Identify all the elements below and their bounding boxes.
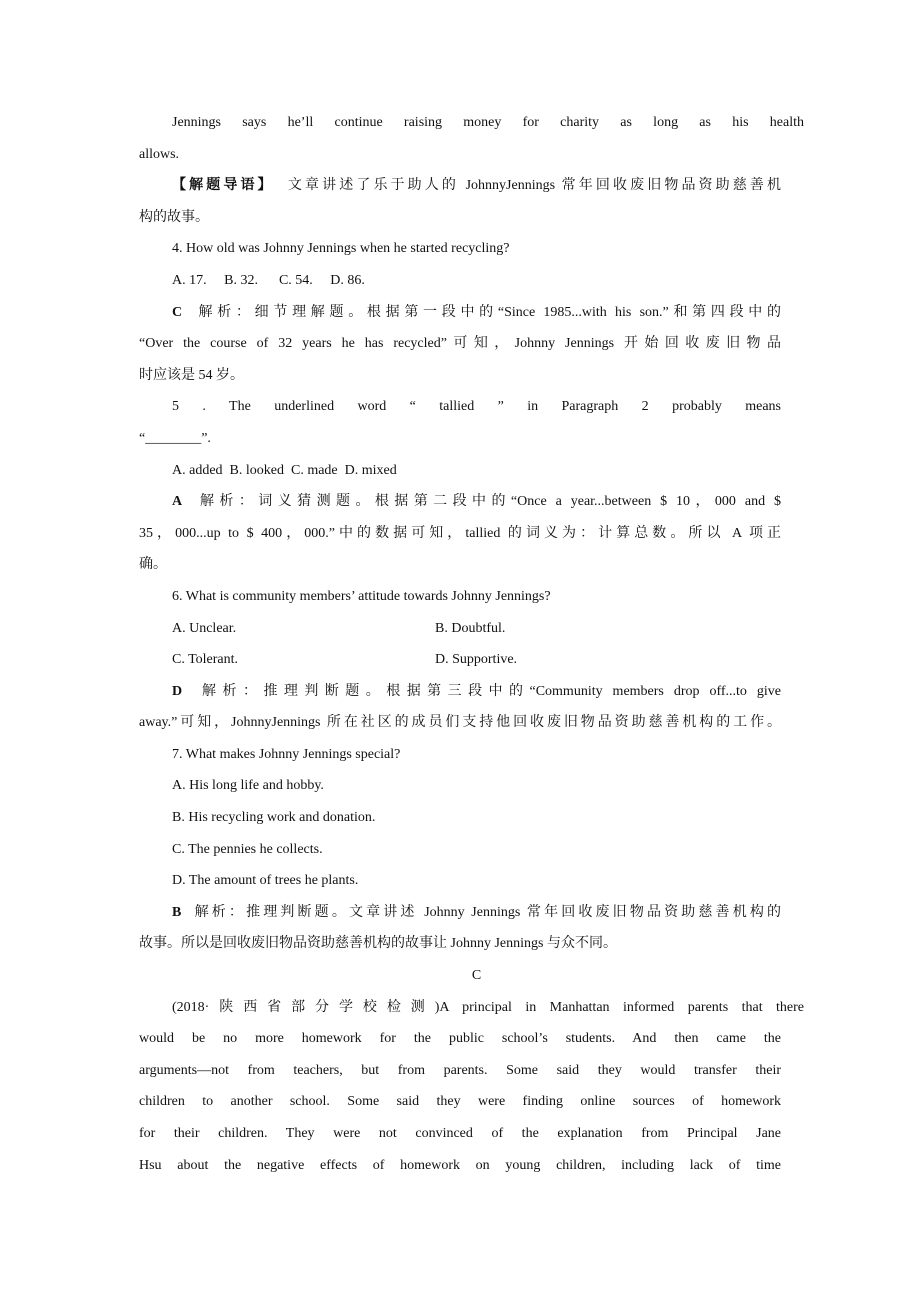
line-text: D. The amount of trees he plants. — [172, 873, 359, 889]
line-text: 构的故事。 — [139, 209, 209, 225]
text-line — [172, 238, 781, 260]
text-line — [172, 839, 781, 861]
text-line — [172, 586, 781, 608]
option-column-2: D. Supportive. — [435, 652, 518, 668]
text-line — [139, 712, 781, 734]
line-text: “Over the course of 32 years he has recycled”可知，Johnny Jennings 开始回收废旧物品 — [139, 336, 781, 352]
line-text: 6. What is community members’ attitude towards Johnny Jennings? — [172, 588, 551, 604]
line-text: for their children. They were not convinced of the explanation from Principal Jane — [139, 1126, 781, 1141]
text-line — [172, 112, 804, 134]
text-line — [172, 775, 781, 797]
line-text: C — [471, 968, 482, 984]
option-column-1 — [172, 649, 435, 671]
line-text: would be no more homework for the public school’s students. And then came the — [139, 1031, 781, 1047]
text-line — [172, 396, 781, 418]
text-line — [172, 491, 781, 513]
answer-label: 【解题导语】 — [172, 178, 275, 194]
text-line — [139, 333, 781, 355]
line-text: 解析：推理判断题。文章讲述 Johnny Jennings 常年回收废旧物品资助慈善机构的 — [181, 904, 781, 920]
line-text: Hsu about the negative effects of homework on young children, including lack of time — [139, 1157, 781, 1173]
line-text: children to another school. Some said they were finding online sources of homework — [139, 1094, 781, 1110]
line-text: C. The pennies he collects. — [172, 841, 323, 857]
line-text: 故事。所以是回收废旧物品资助慈善机构的故事让 Johnny Jennings 与众不同。 — [139, 936, 617, 952]
text-line — [139, 1123, 781, 1145]
text-line — [139, 1091, 781, 1113]
line-text: A. added B. looked C. made D. mixed — [172, 462, 397, 478]
option-column-1 — [172, 618, 435, 640]
text-line — [139, 1060, 781, 1082]
answer-label: D — [172, 683, 183, 699]
text-line — [139, 523, 781, 545]
line-text: A. Unclear. — [172, 620, 237, 636]
text-line — [139, 1028, 781, 1050]
line-text: 解析：推理判断题。根据第三段中的“Community members drop off...to give — [182, 683, 781, 699]
line-text: allows. — [139, 146, 180, 162]
text-line — [172, 870, 781, 892]
line-text: away.”可知，JohnnyJennings 所在社区的成员们支持他回收废旧物品资助慈善机构的工作。 — [139, 715, 781, 731]
text-line — [139, 428, 781, 450]
line-text: 4. How old was Johnny Jennings when he started recycling? — [172, 241, 510, 257]
line-text: C. Tolerant. — [172, 652, 239, 668]
answer-label: B — [172, 904, 182, 920]
answer-label: C — [172, 304, 183, 320]
line-text: B. His recycling work and donation. — [172, 810, 376, 826]
option-column-2: B. Doubtful. — [435, 620, 506, 636]
line-text: A. His long life and hobby. — [172, 778, 324, 794]
text-line — [172, 270, 781, 292]
text-line — [172, 460, 781, 482]
line-text: “________”. — [139, 430, 211, 446]
text-line — [172, 302, 781, 324]
line-text: 文章讲述了乐于助人的 JohnnyJennings 常年回收废旧物品资助慈善机 — [274, 178, 782, 194]
text-line — [172, 902, 781, 924]
text-line — [172, 175, 781, 197]
text-line — [172, 744, 781, 766]
text-line — [172, 649, 781, 671]
text-line — [172, 681, 781, 703]
text-line — [139, 554, 781, 576]
line-text: (2018·陕西省部分学校检测)A principal in Manhattan informed parents that there — [172, 999, 804, 1015]
line-text: A. 17. B. 32. C. 54. D. 86. — [172, 272, 365, 288]
text-line — [139, 144, 781, 166]
text-line — [172, 618, 781, 640]
text-line — [172, 807, 781, 829]
line-text: 7. What makes Johnny Jennings special? — [172, 746, 401, 762]
text-line — [139, 1155, 781, 1177]
text-line — [139, 207, 781, 229]
answer-label: A — [172, 494, 183, 510]
text-line — [172, 997, 804, 1019]
text-line — [139, 365, 781, 387]
line-text: 解析：词义猜测题。根据第二段中的“Once a year...between $ 10，000 and $ — [182, 494, 781, 510]
line-text: 35，000...up to $ 400，000.”中的数据可知，tallied 的词义为：计算总数。所以 A 项正 — [139, 525, 781, 541]
text-line — [139, 933, 781, 955]
line-text: arguments—not from teachers, but from parents. Some said they would transfer their — [139, 1062, 781, 1078]
section-heading — [139, 965, 814, 987]
line-text: 确。 — [139, 557, 167, 573]
line-text: 时应该是 54 岁。 — [139, 367, 244, 383]
line-text: 5 . The underlined word “ tallied ” in Paragraph 2 probably means — [172, 399, 781, 415]
line-text: 解析：细节理解题。根据第一段中的“Since 1985...with his son.”和第四段中的 — [182, 304, 781, 320]
line-text: Jennings says he’ll continue raising money for charity as long as his health — [172, 115, 804, 130]
